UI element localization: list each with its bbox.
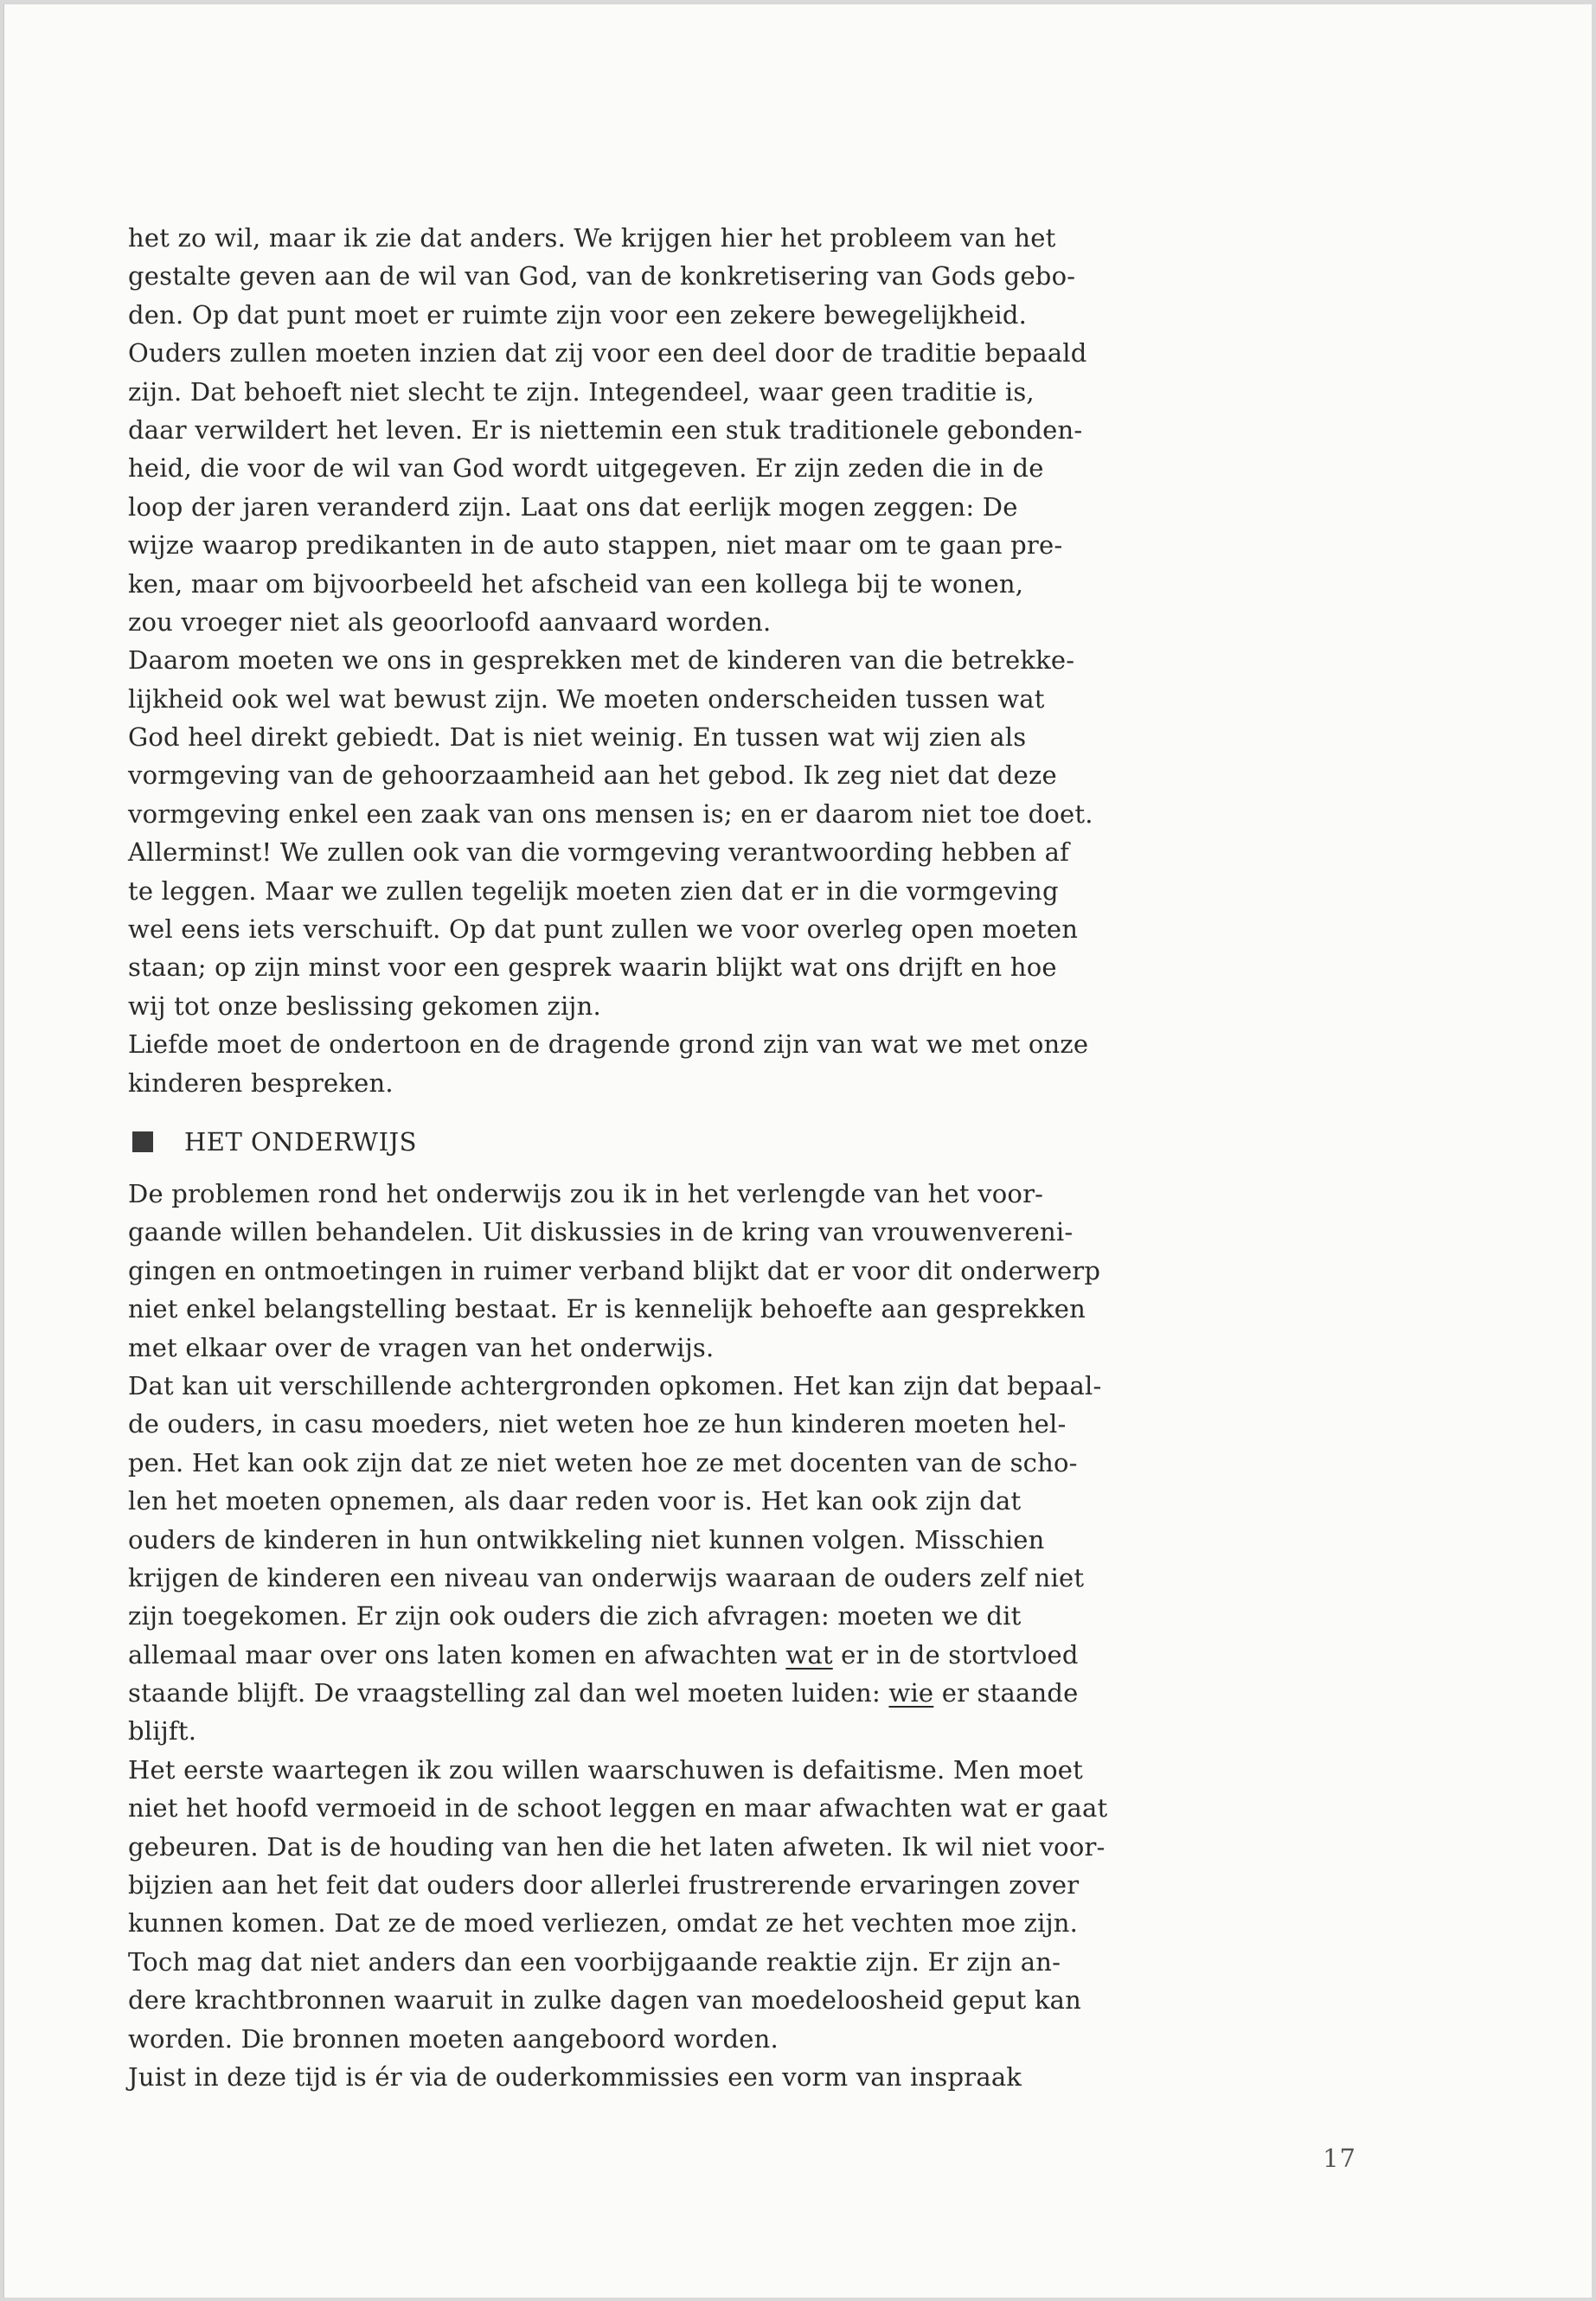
text-line: God heel direkt gebiedt. Dat is niet weinig. En tussen wat wij zien als xyxy=(128,722,1027,753)
text-line-with-underline xyxy=(128,1636,1408,1674)
text-span: staande blijft. De vraagstelling zal dan wel moeten luiden: xyxy=(128,1678,889,1708)
underlined-word: wat xyxy=(785,1639,833,1670)
text-line: worden. Die bronnen moeten aangeboord worden. xyxy=(128,2023,779,2054)
text-line: ouders de kinderen in hun ontwikkeling niet kunnen volgen. Misschien xyxy=(128,1524,1045,1554)
text-line: gingen en ontmoetingen in ruimer verband blijkt dat er voor dit onderwerp xyxy=(128,1255,1101,1285)
text-line: staan; op zijn minst voor een gesprek waarin blijkt wat ons drijft en hoe xyxy=(128,952,1057,983)
text-line: Allerminst! We zullen ook van die vormgeving verantwoording hebben af xyxy=(128,837,1070,868)
text-line: wij tot onze beslissing gekomen zijn. xyxy=(128,990,601,1021)
page-number: 17 xyxy=(1323,2144,1356,2173)
text-line: bijzien aan het feit dat ouders door allerlei frustrerende ervaringen zover xyxy=(128,1870,1080,1900)
text-line: te leggen. Maar we zullen tegelijk moeten zien dat er in die vormgeving xyxy=(128,875,1059,906)
text-line: Juist in deze tijd is ér via de ouderkommissies een vorm van inspraak xyxy=(128,2061,1022,2092)
text-line: niet het hoofd vermoeid in de schoot leggen en maar afwachten wat er gaat xyxy=(128,1793,1108,1823)
text-line: gaande willen behandelen. Uit diskussies in de kring van vrouwenvereni- xyxy=(128,1217,1074,1247)
text-line-with-underline xyxy=(128,1674,1408,1712)
text-line: den. Op dat punt moet er ruimte zijn voor een zekere bewegelijkheid. xyxy=(128,299,1028,330)
text-line: met elkaar over de vragen van het onderwijs. xyxy=(128,1332,715,1362)
text-span: er in de stortvloed xyxy=(832,1639,1079,1670)
text-line: heid, die voor de wil van God wordt uitgegeven. Er zijn zeden die in de xyxy=(128,453,1044,484)
text-line: De problemen rond het onderwijs zou ik in het verlengde van het voor- xyxy=(128,1178,1044,1208)
text-line: kunnen komen. Dat ze de moed verliezen, omdat ze het vechten moe zijn. xyxy=(128,1908,1079,1939)
text-line: Het eerste waartegen ik zou willen waarschuwen is defaitisme. Men moet xyxy=(128,1754,1083,1785)
text-line: gestalte geven aan de wil van God, van de konkretisering van Gods gebo- xyxy=(128,261,1076,292)
body-text xyxy=(128,219,1408,2096)
text-line: gebeuren. Dat is de houding van hen die het laten afweten. Ik wil niet voor- xyxy=(128,1831,1106,1862)
text-span: allemaal maar over ons laten komen en afwachten xyxy=(128,1639,786,1670)
text-line: Liefde moet de ondertoon en de dragende grond zijn van wat we met onze xyxy=(128,1029,1089,1060)
text-line: wijze waarop predikanten in de auto stappen, niet maar om te gaan pre- xyxy=(128,530,1063,561)
text-span: er staande xyxy=(933,1678,1079,1708)
text-line: niet enkel belangstelling bestaat. Er is kennelijk behoefte aan gesprekken xyxy=(128,1294,1086,1324)
text-line: zou vroeger niet als geoorloofd aanvaard worden. xyxy=(128,606,772,637)
underlined-word: wie xyxy=(888,1678,934,1708)
text-line: vormgeving van de gehoorzaamheid aan het gebod. Ik zeg niet dat deze xyxy=(128,760,1057,791)
text-line: het zo wil, maar ik zie dat anders. We krijgen hier het probleem van het xyxy=(128,223,1056,253)
text-line: vormgeving enkel een zaak van ons mensen is; en er daarom niet toe doet. xyxy=(128,798,1093,829)
section-onderwijs-paragraphs xyxy=(128,1175,1408,2096)
section-opening-paragraphs xyxy=(128,219,1408,1102)
text-line: Dat kan uit verschillende achtergronden opkomen. Het kan zijn dat bepaal- xyxy=(128,1370,1102,1400)
text-line: loop der jaren veranderd zijn. Laat ons dat eerlijk mogen zeggen: De xyxy=(128,491,1018,522)
text-line: dere krachtbronnen waaruit in zulke dagen van moedeloosheid geput kan xyxy=(128,1985,1082,2016)
text-line: len het moeten opnemen, als daar reden voor is. Het kan ook zijn dat xyxy=(128,1486,1022,1516)
text-line: Toch mag dat niet anders dan een voorbijgaande reaktie zijn. Er zijn an- xyxy=(128,1946,1061,1977)
text-line: blijft. xyxy=(128,1716,197,1747)
text-line: zijn. Dat behoeft niet slecht te zijn. Integendeel, waar geen traditie is, xyxy=(128,376,1035,407)
text-line: wel eens iets verschuift. Op dat punt zullen we voor overleg open moeten xyxy=(128,914,1079,945)
text-line: lijkheid ook wel wat bewust zijn. We moeten onderscheiden tussen wat xyxy=(128,683,1045,714)
document-page xyxy=(3,3,1592,2298)
text-line: kinderen bespreken. xyxy=(128,1067,394,1098)
text-line: zijn toegekomen. Er zijn ook ouders die zich afvragen: moeten we dit xyxy=(128,1601,1022,1631)
text-line: de ouders, in casu moeders, niet weten hoe ze hun kinderen moeten hel- xyxy=(128,1409,1067,1439)
text-line: daar verwildert het leven. Er is niettemin een stuk traditionele gebonden- xyxy=(128,414,1083,445)
text-line: krijgen de kinderen een niveau van onderwijs waaraan de ouders zelf niet xyxy=(128,1562,1085,1593)
text-line: pen. Het kan ook zijn dat ze niet weten hoe ze met docenten van de scho- xyxy=(128,1447,1078,1477)
heading-square-bullet-icon xyxy=(132,1131,153,1152)
section-heading xyxy=(128,1121,1408,1163)
section-heading-title: HET ONDERWIJS xyxy=(184,1126,418,1157)
text-line: ken, maar om bijvoorbeeld het afscheid van een kollega bij te wonen, xyxy=(128,568,1024,599)
text-line: Daarom moeten we ons in gesprekken met de kinderen van die betrekke- xyxy=(128,645,1075,676)
text-line: Ouders zullen moeten inzien dat zij voor een deel door de traditie bepaald xyxy=(128,338,1087,369)
